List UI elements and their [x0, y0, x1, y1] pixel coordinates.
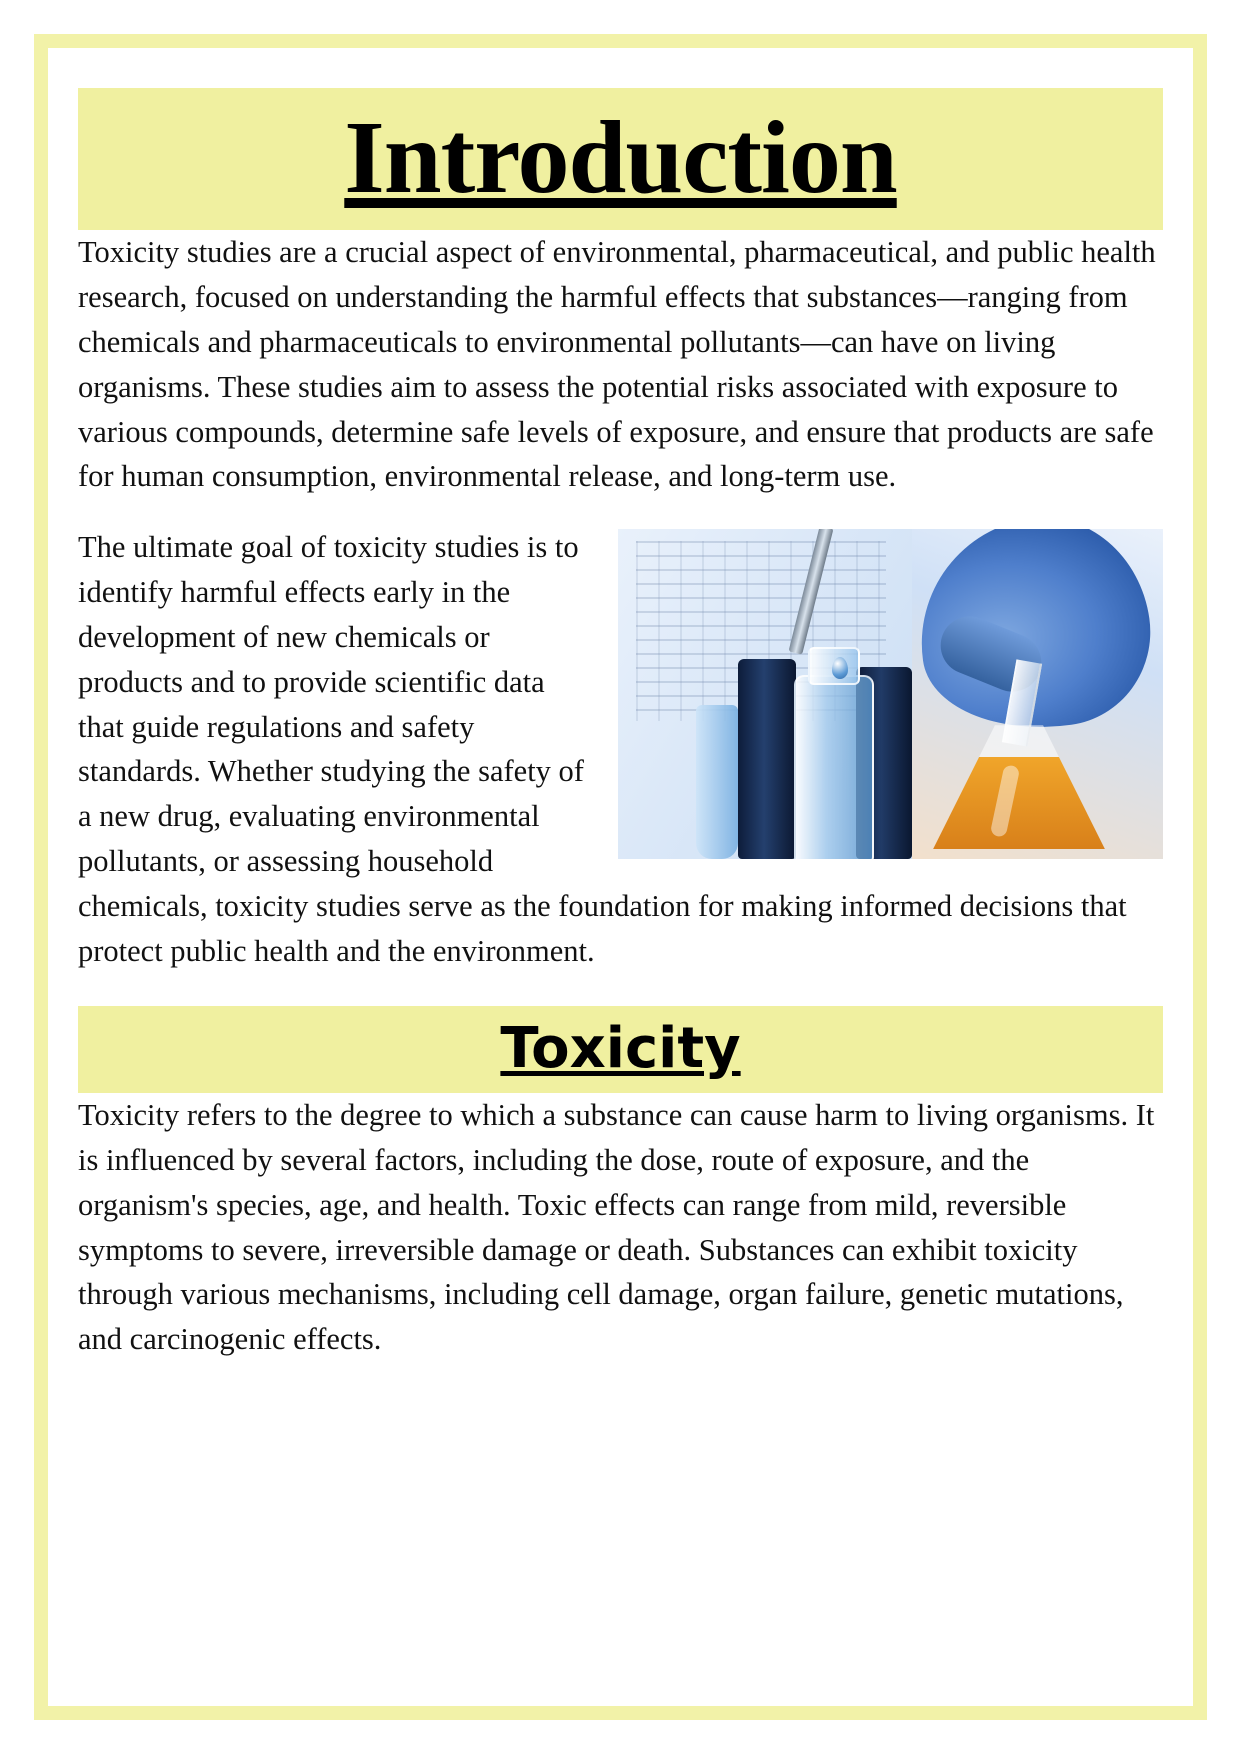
liquid-drop-icon — [832, 657, 848, 679]
test-tube-icon — [696, 705, 738, 859]
wrapped-text-and-figure — [78, 525, 1163, 973]
section-paragraph: Toxicity refers to the degree to which a substance can cause harm to living organisms. It is influenced by several factors, including the dose, route of exposure, and the organism's species, age, and health. Toxic effects can range from mild, reversible symptoms to severe, irreversible damage or death. Substances can exhibit toxicity through various mechanisms, including cell damage, organ failure, genetic mutations, and carcinogenic effects. — [78, 1098, 1155, 1357]
intro-paragraph: Toxicity studies are a crucial aspect of environmental, pharmaceutical, and public health research, focused on understanding the harmful effects that substances—ranging from chemicals and pharmaceuticals to environmental pollutants—can have on living organisms. These studies aim to assess the potential risks associated with exposure to various compounds, determine safe levels of exposure, and ensure that products are safe for human consumption, environmental release, and long-term use. — [78, 235, 1156, 494]
title-band — [78, 88, 1163, 230]
page-title: Introduction — [344, 100, 897, 215]
wrapped-paragraph: The ultimate goal of toxicity studies is to identify harmful effects early in the development of new chemicals or products and to provide scientific data that guide regulations and safety standards. Whether studying the safety of a new drug, evaluating environmental pollutants, or assessing household chemicals, toxicity studies serve as the foundation for making informed decisions that protect public health and the environment. — [78, 530, 1127, 968]
section-band — [78, 1006, 1163, 1094]
lab-photo-figure — [618, 529, 1163, 859]
document-content — [78, 88, 1163, 1362]
dark-vial-left-icon — [738, 659, 796, 859]
section-heading: Toxicity — [500, 1015, 741, 1081]
sample-bottle-icon — [794, 675, 874, 859]
